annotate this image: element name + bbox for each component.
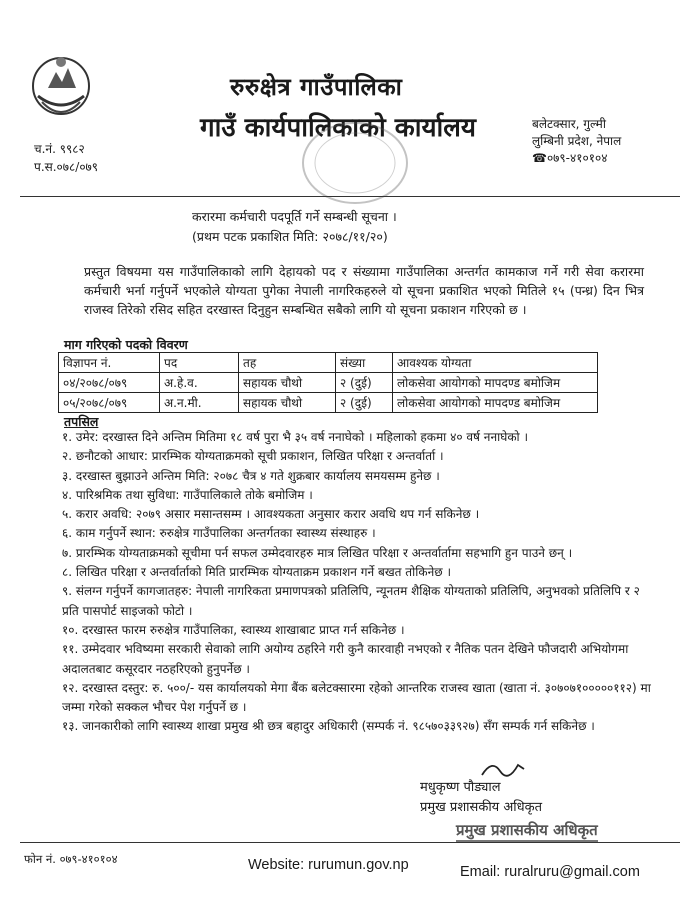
list-item: ७. प्रारम्भिक योग्यताक्रमको सूचीमा पर्न सफल उम्मेदवारहरु मात्र लिखित परिक्षा र अन्तर्वार्तामा सहभागि हुन पाउने छन् ।: [62, 545, 573, 560]
table-cell: सहायक चौथो: [239, 393, 336, 413]
table-cell: अ.हे.व.: [160, 373, 239, 393]
designation-stamp: प्रमुख प्रशासकीय अधिकृत: [456, 820, 598, 842]
list-item: २. छनौटको आधार: प्रारम्भिक योग्यताक्रमको सूची प्रकाशन, लिखित परिक्षा र अन्तर्वार्ता ।: [62, 449, 444, 464]
reference-number: च.नं. ९९८२: [34, 142, 85, 156]
office-subtitle: गाउँ कार्यपालिकाको कार्यालय: [200, 113, 476, 143]
list-item: ६. काम गर्नुपर्ने स्थान: रुरुक्षेत्र गाउँपालिका अन्तर्गतका स्वास्थ्य संस्थाहरु ।: [62, 526, 376, 541]
notice-body: प्रस्तुत विषयमा यस गाउँपालिकाको लागि देहायको पद र संख्यामा गाउँपालिका अन्तर्गत कामकाज गर्ने गरी सेवा करारमा कर्मचारी भर्ना गर्नुपर्ने भएकोले योग्यता पुगेका नेपाली नागरिकहरुले यो सूचना प्रकाशित भएको मितिले १५ (पन्ध्र) दिन भित्र राजस्व तिरेको रसिद सहित दरखास्त दिनुहुन सम्बन्धित सबैको लागि यो सूचना प्रकाशन गरिएको छ ।: [84, 264, 644, 317]
reference-block: [34, 140, 98, 176]
table-cell: ०४/२०७८/०७९: [59, 373, 160, 393]
list-item: ३. दरखास्त बुझाउने अन्तिम मिति: २०७८ चैत्र ४ गते शुक्रबार कार्यालय समयसम्म हुनेछ ।: [62, 468, 440, 483]
footer-website: Website: rurumun.gov.np: [248, 857, 409, 873]
conditions-title: तपसिल: [64, 414, 99, 429]
posts-title: माग गरिएको पदको विवरण: [64, 337, 188, 352]
address-line: बलेटक्सार, गुल्मी: [532, 117, 606, 131]
phone-line: ☎०७९-४१०१०४: [532, 151, 608, 165]
footer-divider: [20, 842, 680, 843]
notice-published-date: (प्रथम पटक प्रकाशित मिति: २०७८/११/२०): [192, 229, 388, 244]
list-item: १. उमेर: दरखास्त दिने अन्तिम मितिमा १८ वर्ष पुरा भै ३५ वर्ष ननाघेको । महिलाको हकमा ४० वर्ष ननाघेको ।: [62, 430, 529, 444]
signatory-name: मधुकृष्ण पौड्याल: [420, 780, 501, 795]
table-row: [59, 393, 598, 413]
table-cell: २ (दुई): [336, 373, 393, 393]
signature-block: [420, 778, 542, 818]
conditions-list: [62, 428, 660, 737]
list-item: ११. उम्मेदवार भविष्यमा सरकारी सेवाको लागि अयोग्य ठहरिने गरी कुनै कारवाही नभएको र नैतिक पतन देखिने फौजदारी अभियोगमा अदालतबाट कसूरदार नठहरिएको हुनुपर्नेछ ।: [62, 642, 629, 676]
list-item: ४. पारिश्रमिक तथा सुविधा: गाउँपालिकाले तोके बमोजिम ।: [62, 487, 313, 502]
list-item: ९. संलग्न गर्नुपर्ने कागजातहरु: नेपाली नागरिकता प्रमाणपत्रको प्रतिलिपि, न्यूनतम शैक्षिक योग्यताको प्रतिलिपि, अनुभवको प्रतिलिपि र २ प्रति पासपोर्ट साइजको फोटो ।: [62, 584, 640, 618]
header-cell: विज्ञापन नं.: [59, 353, 160, 373]
table-cell: लोकसेवा आयोगको मापदण्ड बमोजिम: [393, 373, 598, 393]
header-cell: संख्या: [336, 353, 393, 373]
list-item: ५. करार अवधि: २०७९ असार मसान्तसम्म । आवश्यकता अनुसार करार अवधि थप गर्न सकिनेछ ।: [62, 507, 480, 522]
office-seal-icon: [300, 118, 410, 208]
list-item: १३. जानकारीको लागि स्वास्थ्य शाखा प्रमुख श्री छत्र बहादुर अधिकारी (सम्पर्क नं. ९८५७०३३९२७) सँग सम्पर्क गर्न सकिनेछ ।: [62, 719, 595, 734]
table-cell: लोकसेवा आयोगको मापदण्ड बमोजिम: [393, 393, 598, 413]
header-divider: [20, 196, 680, 197]
footer-email: Email: ruralruru@gmail.com: [460, 864, 640, 880]
address-line: लुम्बिनी प्रदेश, नेपाल: [532, 134, 622, 148]
header-cell: तह: [239, 353, 336, 373]
office-name: रुरुक्षेत्र गाउँपालिका: [230, 72, 403, 101]
table-cell: २ (दुई): [336, 393, 393, 413]
footer-phone: फोन नं. ०७९-४१०१०४: [24, 852, 118, 866]
office-address: [532, 116, 621, 167]
list-item: ८. लिखित परिक्षा र अन्तर्वार्ताको मिति प्रारम्भिक योग्यताक्रम प्रकाशन गर्ने बखत तोकिनेछ ।: [62, 565, 452, 580]
header-cell: पद: [160, 353, 239, 373]
notice-heading: [192, 207, 397, 247]
nepal-emblem-icon: [28, 52, 94, 124]
signatory-designation: प्रमुख प्रशासकीय अधिकृत: [420, 800, 543, 815]
table-header-row: [59, 353, 598, 373]
fiscal-year: प.स.०७८/०७९: [34, 160, 99, 174]
table-cell: ०५/२०७८/०७९: [59, 393, 160, 413]
notice-title: करारमा कर्मचारी पदपूर्ति गर्ने सम्बन्धी सूचना ।: [192, 209, 397, 224]
header-cell: आवश्यक योग्यता: [393, 353, 598, 373]
table-cell: सहायक चौथो: [239, 373, 336, 393]
table-row: [59, 373, 598, 393]
table-cell: अ.न.मी.: [160, 393, 239, 413]
list-item: १०. दरखास्त फारम रुरुक्षेत्र गाउँपालिका, स्वास्थ्य शाखाबाट प्राप्त गर्न सकिनेछ ।: [62, 622, 405, 637]
list-item: १२. दरखास्त दस्तुर: रु. ५००/- यस कार्यालयको मेगा बैंक बलेटक्सारमा रहेको आन्तरिक राजस्व खाता (खाता नं. ३०७०७१०००००११२) मा जम्मा गरेको सक्कल भौचर पेश गर्नुपर्ने छ ।: [62, 680, 651, 715]
posts-table: [58, 352, 598, 413]
